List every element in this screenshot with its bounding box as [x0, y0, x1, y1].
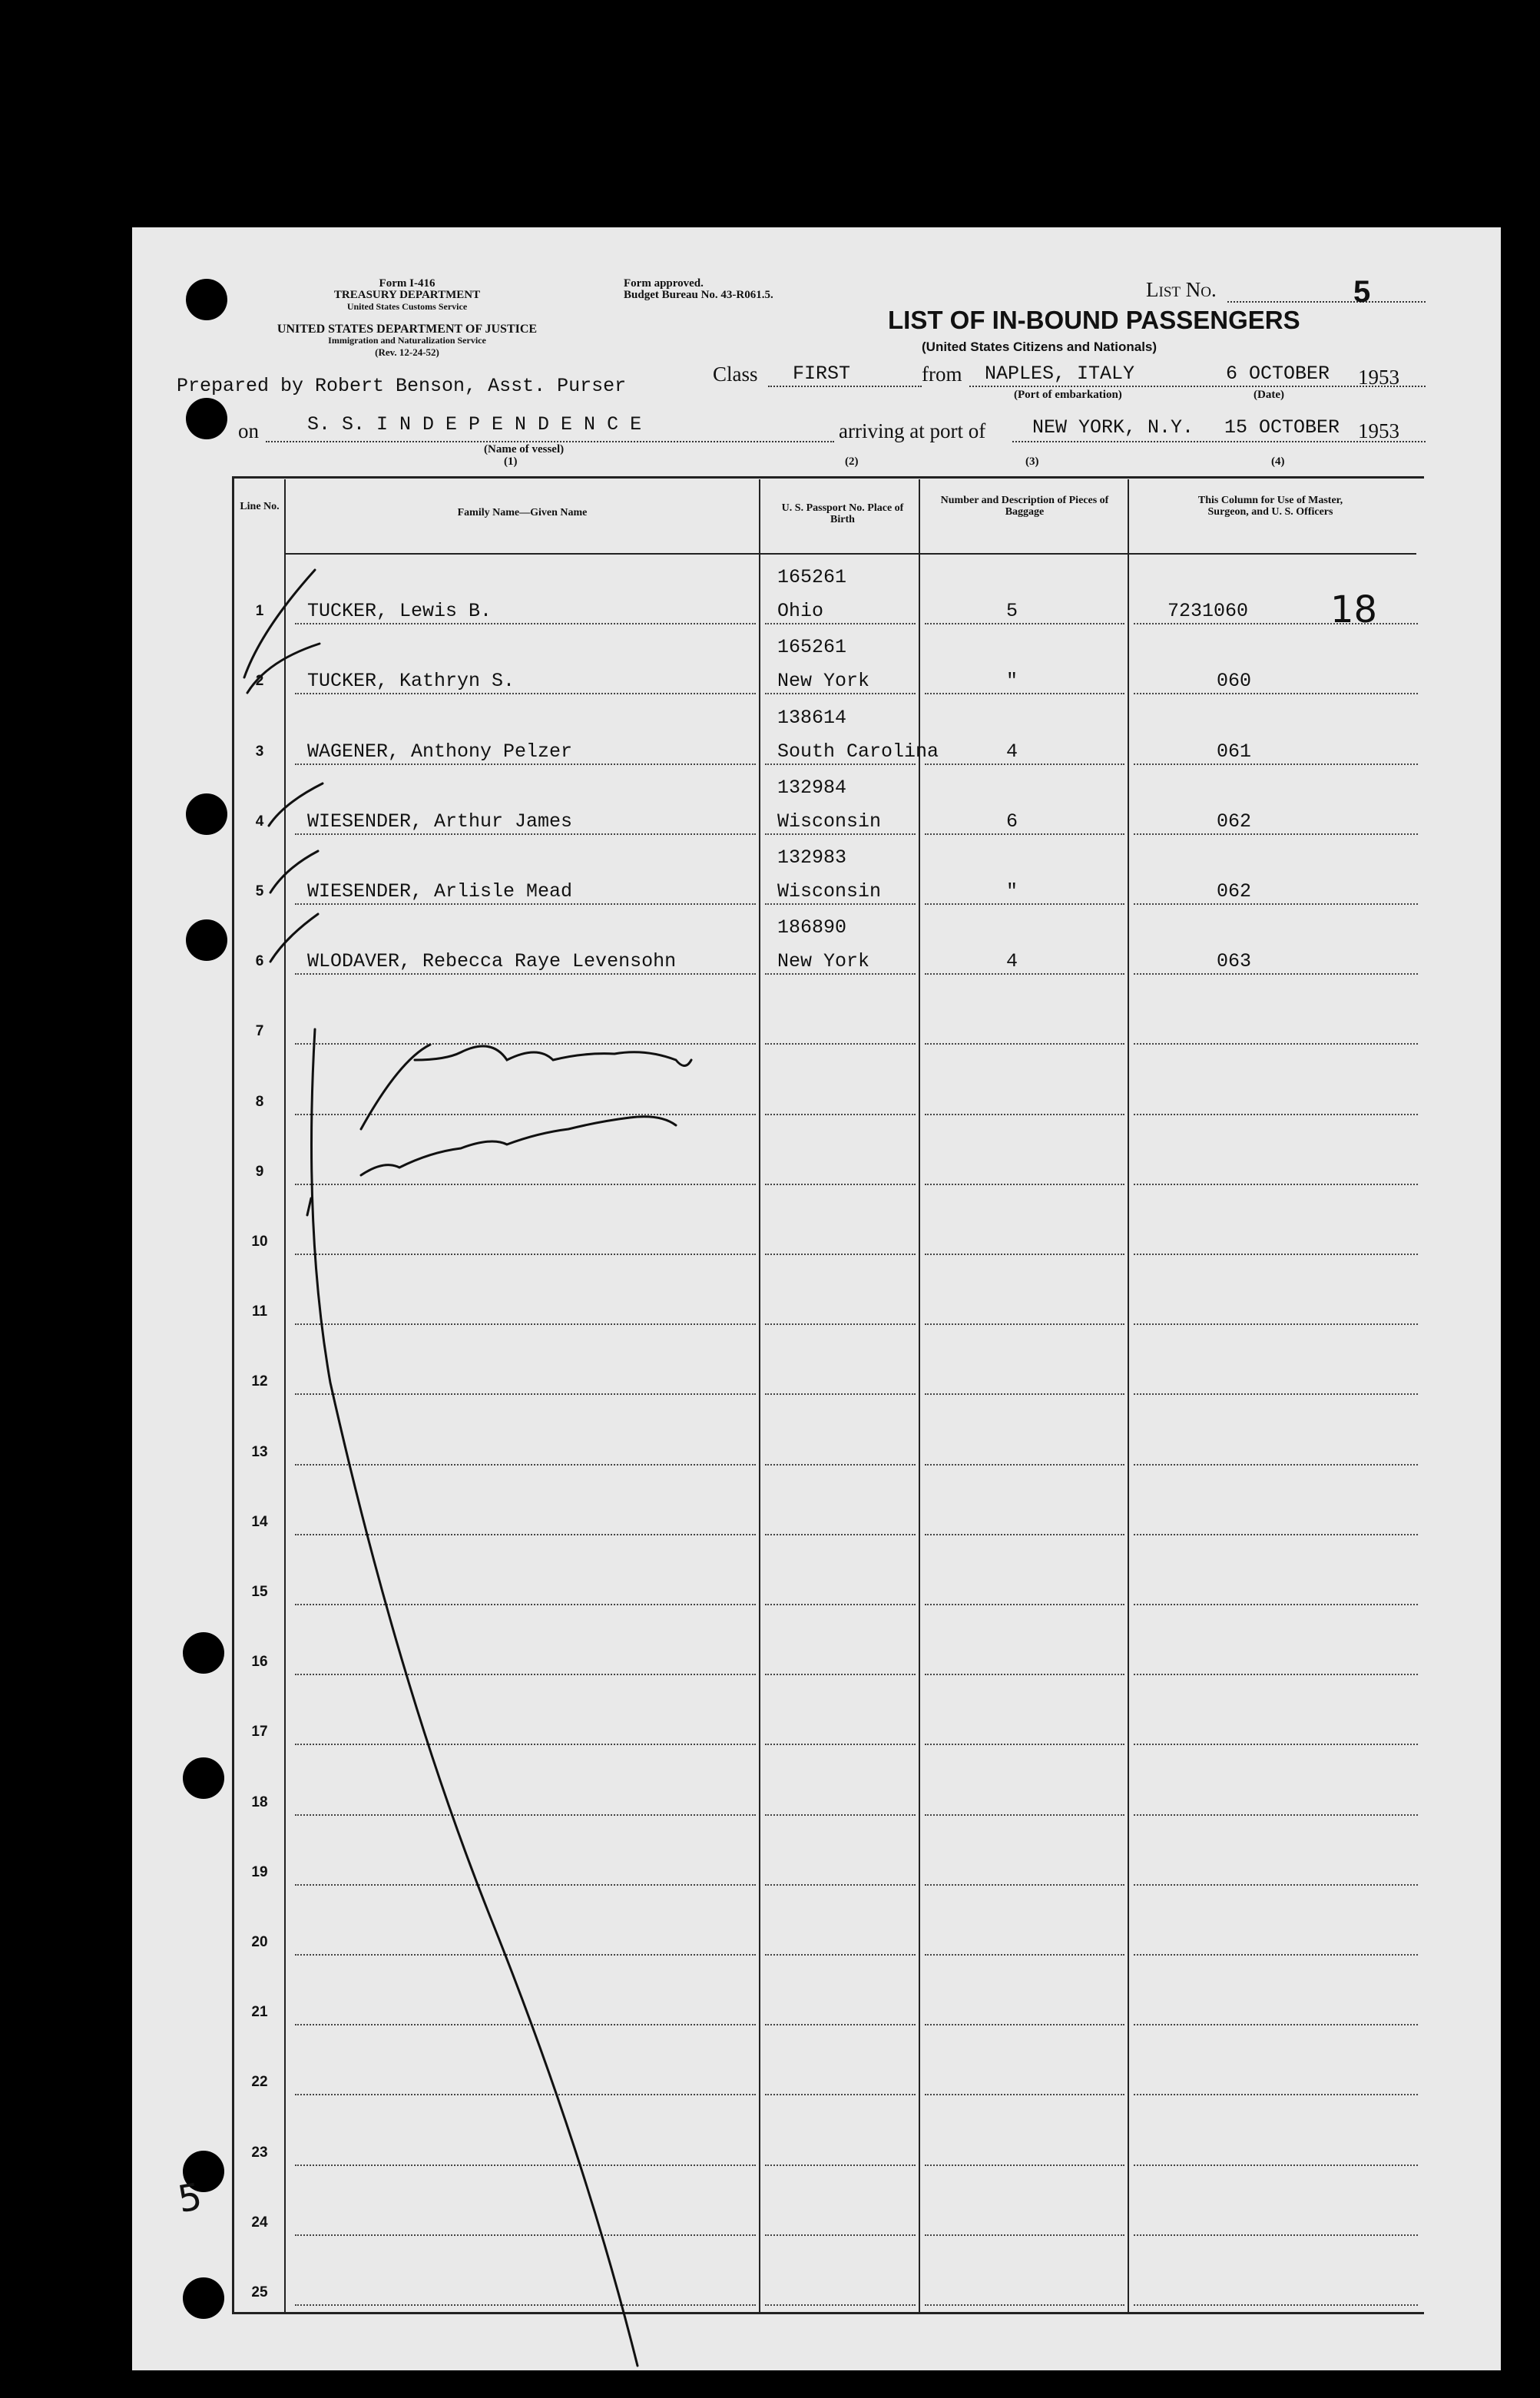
table-top-border: [232, 476, 1424, 479]
row-rule: [765, 973, 916, 975]
line-number: 18: [251, 1794, 268, 1810]
row-rule: [295, 1393, 756, 1395]
port-caption: (Port of embarkation): [1014, 389, 1122, 401]
punch-hole: [183, 1632, 224, 1674]
row-rule: [1134, 763, 1418, 765]
row-rule: [765, 763, 916, 765]
row-rule: [1134, 1114, 1418, 1115]
passport-number: 138614: [777, 706, 847, 729]
row-rule: [1134, 1744, 1418, 1745]
line-number: 17: [251, 1724, 268, 1741]
row-rule: [1134, 1043, 1418, 1045]
line-number: 10: [251, 1234, 268, 1250]
form-title: LIST OF IN-BOUND PASSENGERS: [888, 306, 1300, 334]
table-bottom-border: [232, 2312, 1424, 2314]
passport-number: 165261: [777, 566, 847, 589]
line-number: 1: [255, 603, 264, 620]
line-number: 20: [251, 1934, 268, 1950]
place-of-birth: New York: [777, 950, 870, 973]
row-rule: [925, 1744, 1124, 1745]
row-rule: [295, 2024, 756, 2025]
row-rule: [1134, 2094, 1418, 2095]
passport-number: 165261: [777, 636, 847, 659]
row-rule: [295, 973, 756, 975]
row-rule: [295, 2094, 756, 2095]
ins-service: Immigration and Naturalization Service: [328, 335, 486, 346]
row-rule: [1134, 2234, 1418, 2236]
row-rule: [765, 1254, 916, 1255]
row-rule: [295, 1814, 756, 1816]
line-number: 23: [251, 2144, 268, 2161]
class-value: FIRST: [793, 363, 851, 385]
line-number: 22: [251, 2074, 268, 2091]
passport-number: 132983: [777, 846, 847, 869]
row-rule: [925, 693, 1124, 694]
row-rule: [1134, 2024, 1418, 2025]
line-number: 6: [255, 953, 264, 970]
row-rule: [765, 1323, 916, 1325]
punch-hole: [186, 919, 227, 961]
date-caption: (Date): [1254, 389, 1284, 401]
handwritten-count: 18: [1330, 588, 1378, 631]
list-number: 5: [1353, 275, 1371, 309]
line-number: 9: [255, 1163, 264, 1180]
officer-number: 062: [1217, 810, 1252, 833]
row-rule: [925, 2164, 1124, 2166]
row-rule: [765, 1744, 916, 1745]
vessel-name: S. S. I N D E P E N D E N C E: [307, 413, 642, 436]
baggage-count: 4: [1006, 950, 1018, 973]
line-number: 11: [251, 1303, 268, 1320]
vessel-caption: (Name of vessel): [484, 443, 565, 455]
header-officers: This Column for Use of Master, Surgeon, and U. S. Officers: [1197, 495, 1343, 518]
header-line-no: Line No.: [240, 501, 280, 512]
col-divider-name: [759, 479, 760, 2314]
arrival-date: 15 OCTOBER: [1224, 416, 1340, 439]
row-rule: [925, 1674, 1124, 1675]
header-passport: U. S. Passport No. Place of Birth: [781, 502, 904, 525]
baggage-count: 4: [1006, 740, 1018, 763]
row-rule: [765, 1814, 916, 1816]
row-rule: [295, 1114, 756, 1115]
row-rule: [765, 693, 916, 694]
depart-year: 1953: [1358, 366, 1399, 389]
row-rule: [765, 2304, 916, 2306]
row-rule: [765, 833, 916, 835]
punch-hole: [186, 279, 227, 320]
list-no-label: List No.: [1146, 278, 1217, 301]
budget-number: Budget Bureau No. 43-R061.5.: [624, 289, 773, 301]
row-rule: [765, 2164, 916, 2166]
place-of-birth: Ohio: [777, 600, 824, 623]
row-rule: [925, 1884, 1124, 1886]
form-subtitle: (United States Citizens and Nationals): [922, 339, 1157, 354]
customs-service: United States Customs Service: [346, 301, 468, 312]
line-number: 14: [251, 1513, 268, 1530]
row-rule: [765, 1674, 916, 1675]
baggage-count: ": [1006, 670, 1018, 693]
row-rule: [295, 1954, 756, 1956]
line-number: 2: [255, 673, 264, 690]
class-label: Class: [713, 363, 758, 386]
line-number: 12: [251, 1373, 268, 1390]
passenger-name: WAGENER, Anthony Pelzer: [307, 740, 573, 763]
treasury-dept: TREASURY DEPARTMENT: [333, 289, 481, 301]
baggage-count: 5: [1006, 600, 1018, 623]
row-rule: [295, 833, 756, 835]
row-rule: [925, 2094, 1124, 2095]
depart-date: 6 OCTOBER: [1226, 363, 1330, 385]
col-num-2: (2): [845, 455, 859, 468]
place-of-birth: Wisconsin: [777, 880, 882, 903]
officer-number: 062: [1217, 880, 1252, 903]
from-port: NAPLES, ITALY: [985, 363, 1135, 385]
punch-hole: [186, 793, 227, 835]
row-rule: [1134, 1814, 1418, 1816]
row-rule: [1134, 1323, 1418, 1325]
table-left-border: [232, 476, 234, 2314]
from-line: [969, 386, 1426, 387]
row-rule: [925, 1954, 1124, 1956]
row-rule: [925, 1043, 1124, 1045]
prepared-by: Prepared by Robert Benson, Asst. Purser: [177, 375, 627, 397]
col-num-4: (4): [1271, 455, 1285, 468]
justice-dept: UNITED STATES DEPARTMENT OF JUSTICE: [277, 323, 538, 336]
place-of-birth: New York: [777, 670, 870, 693]
row-rule: [295, 1604, 756, 1605]
line-number: 7: [255, 1023, 264, 1040]
row-rule: [925, 903, 1124, 905]
row-rule: [295, 1043, 756, 1045]
line-number: 24: [251, 2214, 268, 2231]
row-rule: [765, 2234, 916, 2236]
row-rule: [1134, 1184, 1418, 1185]
row-rule: [925, 833, 1124, 835]
row-rule: [765, 1114, 916, 1115]
row-rule: [295, 1534, 756, 1535]
row-rule: [1134, 903, 1418, 905]
passenger-name: WIESENDER, Arthur James: [307, 810, 573, 833]
row-rule: [765, 1464, 916, 1466]
row-rule: [765, 1954, 916, 1956]
col-divider-lineno: [284, 479, 286, 2314]
place-of-birth: Wisconsin: [777, 810, 882, 833]
passenger-name: TUCKER, Lewis B.: [307, 600, 492, 623]
row-rule: [1134, 1954, 1418, 1956]
row-rule: [1134, 1393, 1418, 1395]
col-num-3: (3): [1025, 455, 1039, 468]
row-rule: [295, 693, 756, 694]
arrival-year: 1953: [1358, 419, 1399, 442]
row-rule: [765, 2094, 916, 2095]
line-number: 13: [251, 1443, 268, 1460]
row-rule: [1134, 1254, 1418, 1255]
row-rule: [765, 1043, 916, 1045]
row-rule: [1134, 833, 1418, 835]
row-rule: [295, 1744, 756, 1745]
row-rule: [765, 2024, 916, 2025]
row-rule: [925, 1534, 1124, 1535]
baggage-count: ": [1006, 880, 1018, 903]
line-number: 19: [251, 1863, 268, 1880]
officer-number: 7231060: [1167, 600, 1249, 623]
row-rule: [925, 1184, 1124, 1185]
row-rule: [1134, 693, 1418, 694]
arrival-port: NEW YORK, N.Y.: [1032, 416, 1194, 439]
margin-mark: 5: [174, 2174, 206, 2222]
place-of-birth: South Carolina: [777, 740, 939, 763]
row-rule: [1134, 1464, 1418, 1466]
row-rule: [295, 1884, 756, 1886]
row-rule: [925, 1464, 1124, 1466]
row-rule: [295, 1323, 756, 1325]
row-rule: [295, 1464, 756, 1466]
row-rule: [1134, 2304, 1418, 2306]
row-rule: [925, 2304, 1124, 2306]
row-rule: [1134, 973, 1418, 975]
row-rule: [295, 763, 756, 765]
row-rule: [1134, 1604, 1418, 1605]
passport-number: 186890: [777, 916, 847, 939]
row-rule: [925, 2024, 1124, 2025]
row-rule: [295, 2304, 756, 2306]
row-rule: [765, 1604, 916, 1605]
row-rule: [765, 1884, 916, 1886]
row-rule: [1134, 2164, 1418, 2166]
punch-hole: [183, 2277, 224, 2319]
row-rule: [1134, 1674, 1418, 1675]
passport-number: 132984: [777, 776, 847, 799]
list-no-line: [1227, 301, 1426, 303]
passenger-name: WIESENDER, Arlisle Mead: [307, 880, 573, 903]
row-rule: [295, 623, 756, 624]
punch-hole: [186, 398, 227, 439]
vessel-line: [266, 441, 834, 442]
row-rule: [925, 763, 1124, 765]
row-rule: [1134, 1534, 1418, 1535]
row-rule: [925, 2234, 1124, 2236]
line-number: 8: [255, 1093, 264, 1110]
form-agency-block: [253, 278, 561, 313]
row-rule: [295, 1254, 756, 1255]
row-rule: [765, 1534, 916, 1535]
row-rule: [295, 1184, 756, 1185]
row-rule: [295, 903, 756, 905]
line-number: 16: [251, 1654, 268, 1671]
line-number: 5: [255, 883, 264, 899]
revision: (Rev. 12-24-52): [375, 346, 439, 358]
line-number: 3: [255, 743, 264, 760]
row-rule: [295, 2164, 756, 2166]
row-rule: [765, 623, 916, 624]
row-rule: [925, 1323, 1124, 1325]
approval-block: [624, 278, 773, 301]
col-num-1: (1): [504, 455, 518, 468]
row-rule: [765, 903, 916, 905]
row-rule: [295, 2234, 756, 2236]
from-label: from: [922, 363, 962, 386]
row-rule: [925, 1254, 1124, 1255]
row-rule: [765, 1393, 916, 1395]
form-approved: Form approved.: [624, 277, 704, 290]
row-rule: [295, 1674, 756, 1675]
row-rule: [925, 1814, 1124, 1816]
header-baggage: Number and Description of Pieces of Baggage: [940, 495, 1109, 518]
form-page: [132, 227, 1501, 2370]
row-rule: [765, 1184, 916, 1185]
header-name: Family Name—Given Name: [457, 507, 588, 518]
punch-hole: [183, 1757, 224, 1799]
row-rule: [925, 1604, 1124, 1605]
passenger-name: TUCKER, Kathryn S.: [307, 670, 515, 693]
row-rule: [1134, 1884, 1418, 1886]
line-number: 25: [251, 2284, 268, 2300]
arriving-label: arriving at port of: [839, 419, 986, 442]
baggage-count: 6: [1006, 810, 1018, 833]
row-rule: [925, 1393, 1124, 1395]
row-rule: [925, 623, 1124, 624]
col-divider-baggage: [1128, 479, 1129, 2314]
header-bottom-rule: [286, 553, 1416, 555]
class-line: [768, 386, 922, 387]
line-number: 15: [251, 1584, 268, 1600]
passenger-name: WLODAVER, Rebecca Raye Levensohn: [307, 950, 677, 973]
officer-number: 061: [1217, 740, 1252, 763]
officer-number: 060: [1217, 670, 1252, 693]
justice-block: [230, 323, 584, 358]
form-number: Form I-416: [379, 277, 436, 290]
row-rule: [925, 1114, 1124, 1115]
on-label: on: [238, 419, 259, 442]
line-number: 21: [251, 2004, 268, 2021]
row-rule: [925, 973, 1124, 975]
officer-number: 063: [1217, 950, 1252, 973]
line-number: 4: [255, 813, 264, 830]
